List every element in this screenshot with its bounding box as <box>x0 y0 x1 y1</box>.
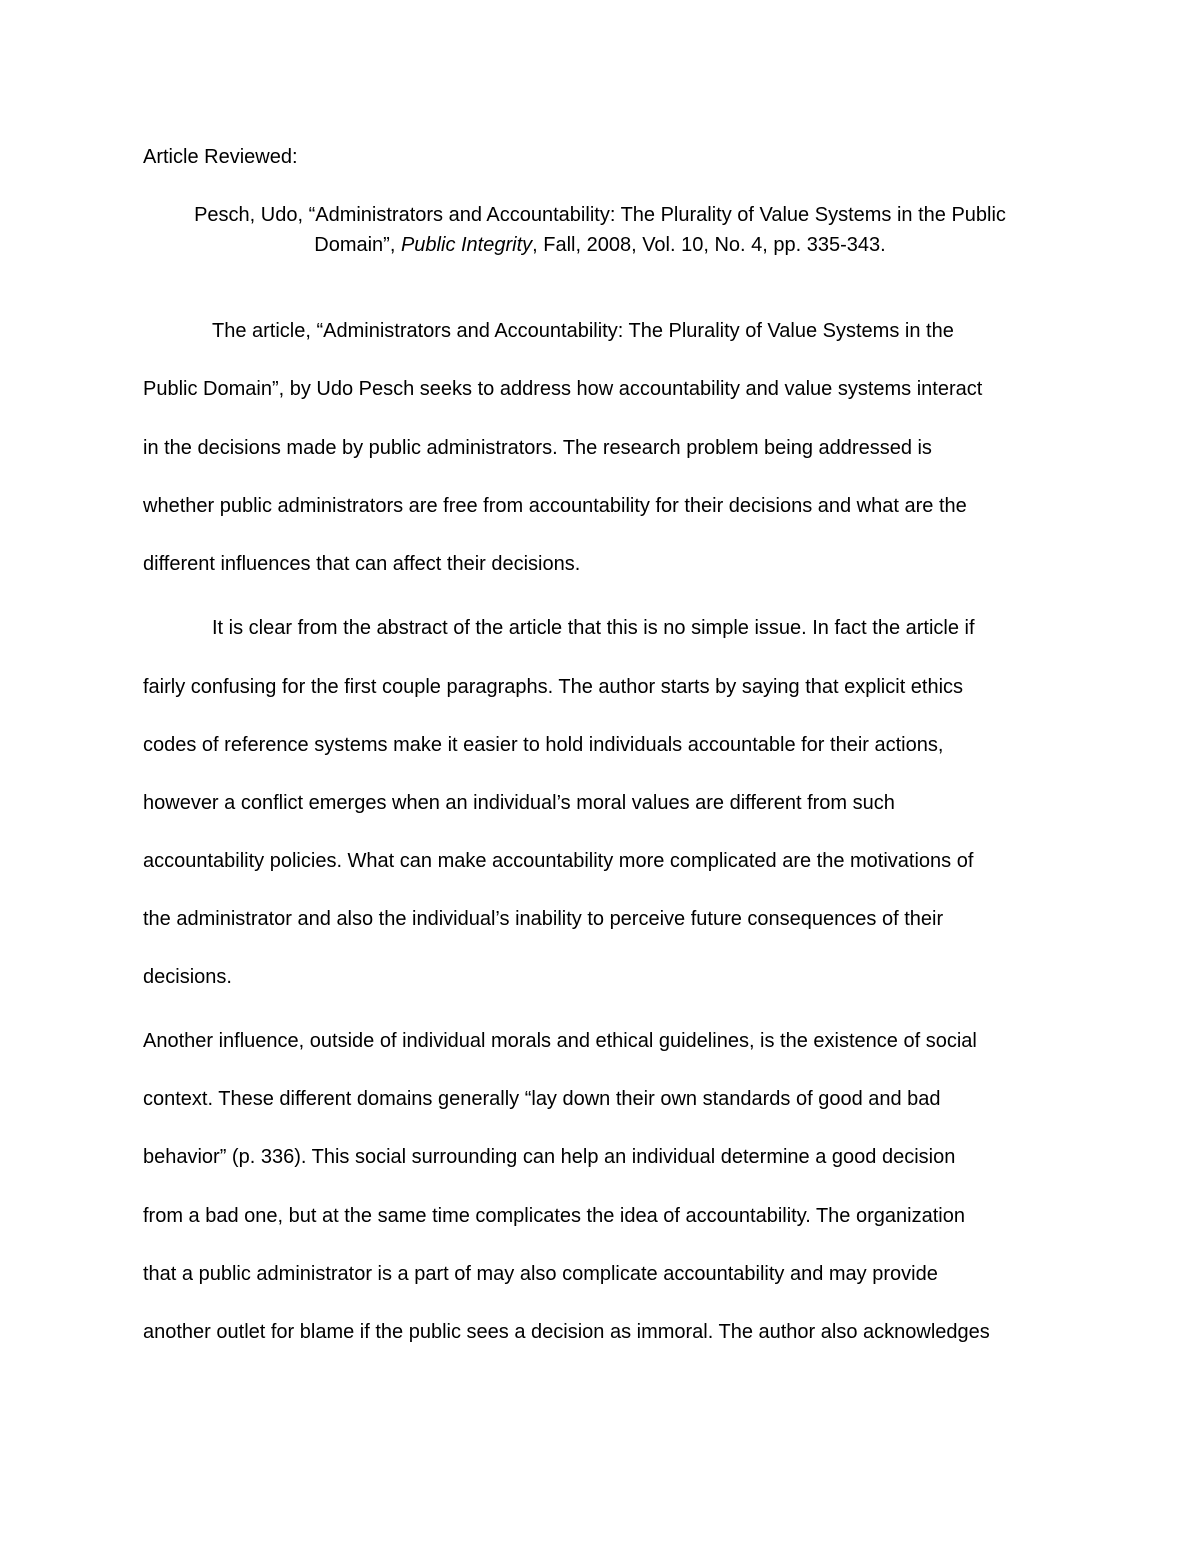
paragraph-2-line-4: however a conflict emerges when an individual’s moral values are different from such <box>143 792 895 814</box>
paragraph-2-line-5: accountability policies. What can make accountability more complicated are the motivations of <box>143 850 974 872</box>
citation-line-2 <box>120 231 1080 259</box>
paragraph-2-line-1: It is clear from the abstract of the article that this is no simple issue. In fact the article if <box>212 617 975 639</box>
paragraph-1-line-2: Public Domain”, by Udo Pesch seeks to address how accountability and value systems interact <box>143 378 983 400</box>
article-reviewed-heading: Article Reviewed: <box>143 146 298 168</box>
paragraph-2-line-6: the administrator and also the individual’s inability to perceive future consequences of their <box>143 908 944 930</box>
citation-line-1: Pesch, Udo, “Administrators and Accountability: The Plurality of Value Systems in the Public <box>194 204 1006 226</box>
paragraph-1-line-3: in the decisions made by public administrators. The research problem being addressed is <box>143 437 932 459</box>
paragraph-1-line-4: whether public administrators are free from accountability for their decisions and what are the <box>143 495 967 517</box>
paragraph-3-line-4: from a bad one, but at the same time complicates the idea of accountability. The organization <box>143 1205 965 1227</box>
paragraph-3-line-2: context. These different domains generally “lay down their own standards of good and bad <box>143 1088 941 1110</box>
paragraph-3-line-3: behavior” (p. 336). This social surrounding can help an individual determine a good decision <box>143 1146 956 1168</box>
paragraph-3-line-1: Another influence, outside of individual morals and ethical guidelines, is the existence of social <box>143 1030 977 1052</box>
paragraph-1-line-5: different influences that can affect their decisions. <box>143 553 581 575</box>
journal-title: Public Integrity <box>400 234 533 256</box>
paragraph-2-line-3: codes of reference systems make it easier to hold individuals accountable for their actions, <box>143 734 944 756</box>
paragraph-3-line-6: another outlet for blame if the public sees a decision as immoral. The author also acknowledges <box>143 1321 990 1343</box>
citation-text: Domain”, <box>314 234 401 256</box>
paragraph-2-line-2: fairly confusing for the first couple paragraphs. The author starts by saying that explicit ethics <box>143 676 964 698</box>
paragraph-1-line-1: The article, “Administrators and Accountability: The Plurality of Value Systems in the <box>212 320 954 342</box>
paragraph-3-line-5: that a public administrator is a part of may also complicate accountability and may provide <box>143 1263 938 1285</box>
paragraph-2-line-7: decisions. <box>143 966 232 988</box>
citation-details: , Fall, 2008, Vol. 10, No. 4, pp. 335-343. <box>532 234 886 256</box>
